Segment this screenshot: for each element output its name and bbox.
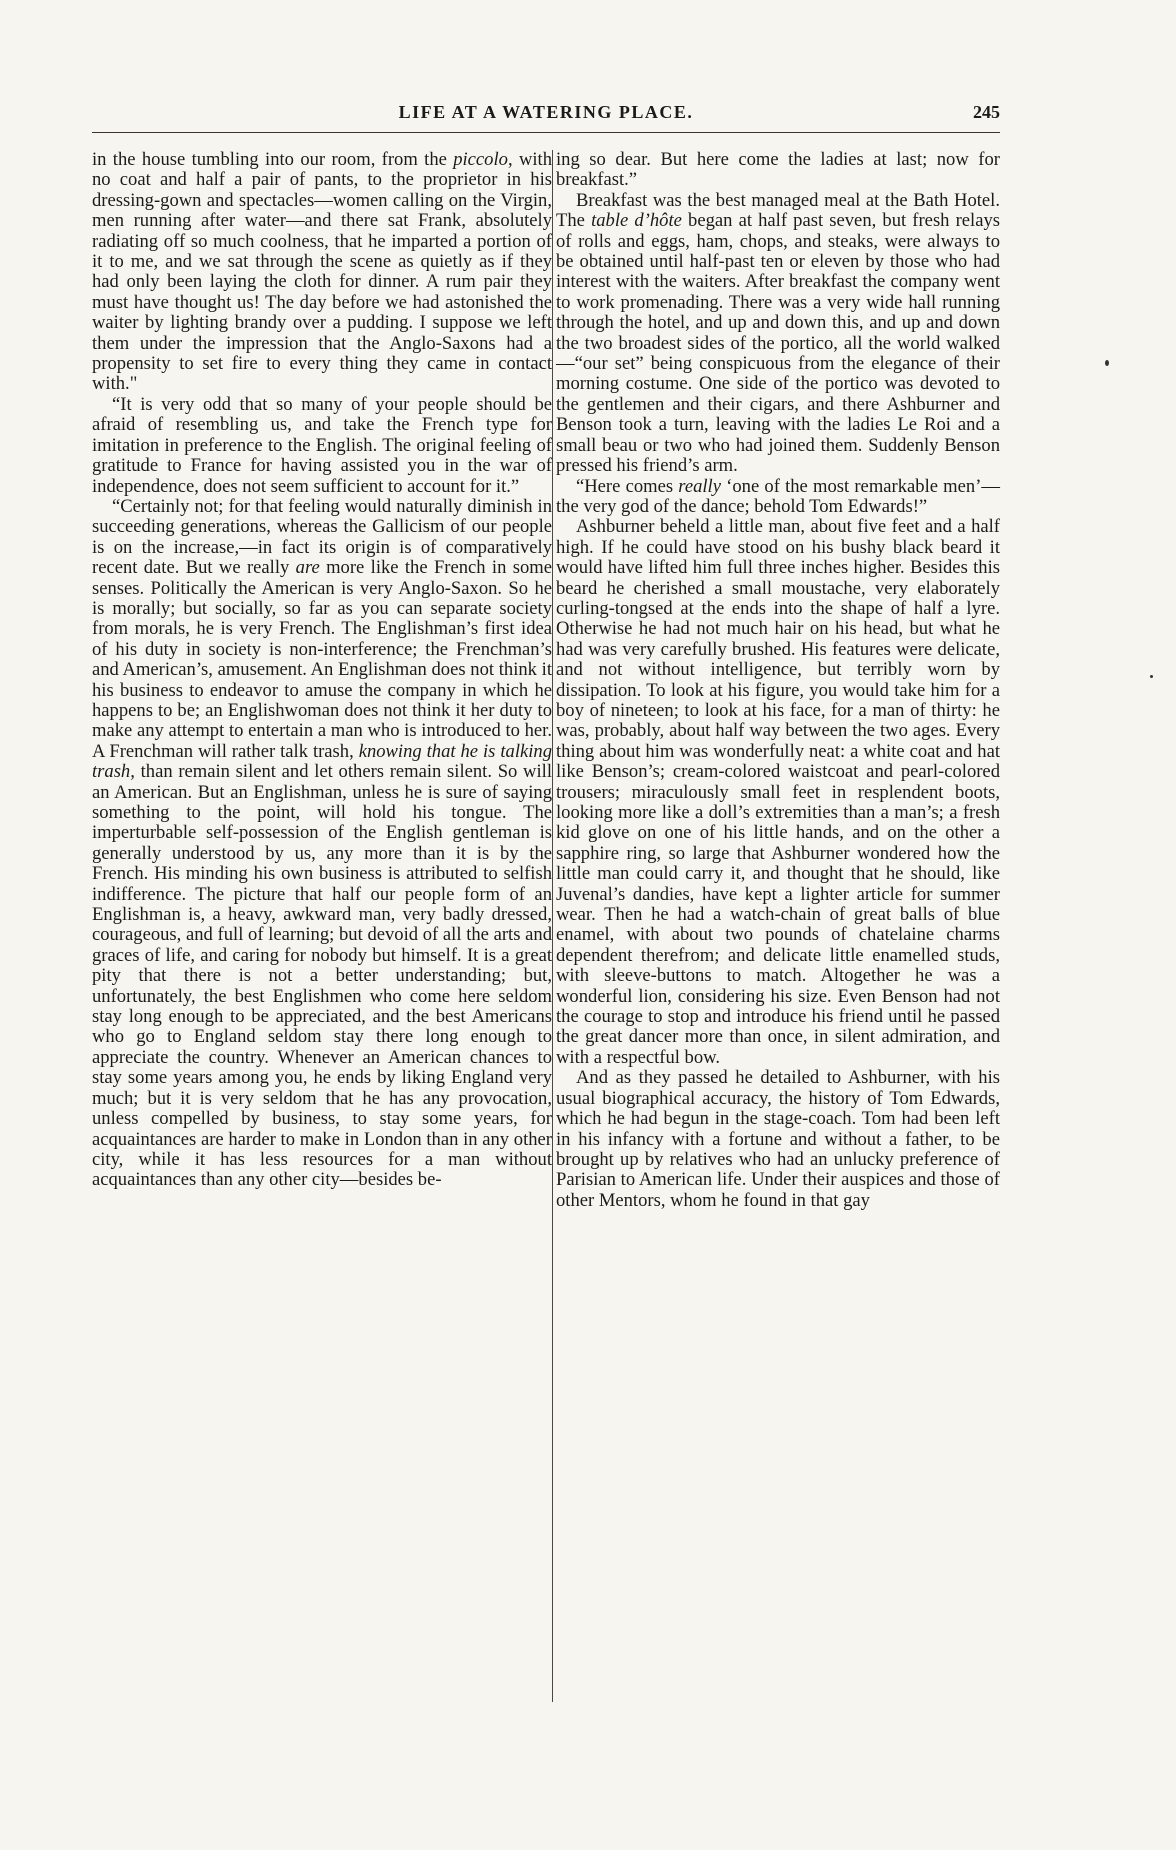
left-column <box>92 150 552 1191</box>
italic-text: are <box>295 557 320 579</box>
paragraph: “Here comes really ‘one of the most remarkable men’—the very god of the dance; behold Tom Edwards!” <box>556 475 1000 517</box>
italic-text: piccolo <box>453 149 508 170</box>
ink-speck <box>1150 675 1153 678</box>
right-column <box>556 150 1000 1211</box>
paragraph: Breakfast was the best managed meal at the Bath Hotel. The table d’hôte began at half past seven, but fresh relays of rolls and eggs, ham, chops, and steaks, were always to be obtained until half-past ten or eleven by those who had interest with the waiters. After breakfast the company went to work promenading. There was a very wide hall running through the hotel, and up and down this, and up and down the two broadest sides of the portico, all the world walked—“our set” being conspicuous from the elegance of their morning costume. One side of the portico was devoted to the gentlemen and their cigars, and there Ashburner and Benson took a turn, leaving with the ladies Le Roi and a small beau or two who had joined them. Suddenly Benson pressed his friend’s arm. <box>556 189 1001 477</box>
paragraph: “It is very odd that so many of your people should be afraid of resembling us, and take the French type for imitation in preference to the English. The original feeling of gratitude to France for having assisted you in the war of independence, does not seem sufficient to account for it.” <box>92 393 552 497</box>
italic-text: knowing that he is talking trash, <box>92 740 553 783</box>
italic-text: table d’hôte <box>591 210 682 232</box>
running-title: LIFE AT A WATERING PLACE. <box>398 102 694 122</box>
italic-text: really <box>678 475 721 497</box>
paragraph: And as they passed he detailed to Ashburner, with his usual biographical accuracy, the history of Tom Edwards, which he had begun in the stage-coach. Tom had been left in his infancy with a fortune and without a father, to be brought up by relatives who had an unlucky preference of Parisian to American life. Under their auspices and those of other Mentors, whom he found in that gay <box>556 1067 1000 1211</box>
column-divider <box>552 150 553 1702</box>
page-number: 245 <box>973 102 1000 122</box>
page-header <box>92 102 1000 133</box>
paragraph: ing so dear. But here come the ladies at last; now for breakfast.” <box>556 149 1000 191</box>
paragraph: in the house tumbling into our room, from the piccolo, with no coat and half a pair of pants, to the proprietor in his dressing-gown and spectacles—women calling on the Virgin, men running after water—and there sat Frank, absolutely radiating off so much coolness, that he imparted a portion of it to me, and we sat through the scene as quietly as if they had only been laying the cloth for dinner. A rum pair they must have thought us! The day before we had astonished the waiter by lighting brandy over a pudding. I suppose we left them under the impression that the Anglo-Saxons had a propensity to set fire to every thing they came in contact with." <box>92 149 552 395</box>
ink-speck <box>1105 360 1109 366</box>
paragraph: “Certainly not; for that feeling would naturally diminish in succeeding generations, whereas the Gallicism of our people is on the increase,—in fact its origin is of comparatively recent date. But we really are more like the French in some senses. Politically the American is very Anglo-Saxon. So he is morally; but socially, so far as you can separate society from morals, he is very French. The Englishman’s first idea of his duty in society is non-interference; the Frenchman’s and American’s, amusement. An Englishman does not think it his business to endeavor to amuse the company in which he happens to be; an Englishwoman does not think it her duty to make any attempt to entertain a man who is introduced to her. A Frenchman will rather talk trash, knowing that he is talking trash, than remain silent and let others remain silent. So will an American. But an Englishman, unless he is sure of saying something to the point, will hold his tongue. The imperturbable self-possession of the English gentleman is generally understood by us, any more than it is by the French. His minding his own business is attributed to selfish indifference. The picture that half our people form of an Englishman is, a heavy, awkward man, very badly dressed, courageous, and full of learning; but devoid of all the arts and graces of life, and caring for nobody but himself. It is a great pity that there is not a better understanding; but, unfortunately, the best Englishmen who come here seldom stay long enough to be appreciated, and the best Americans who go to England seldom stay there long enough to appreciate the country. Whenever an American chances to stay some years among you, he ends by liking England very much; but it is very seldom that he has any provocation, unless compelled by business, to stay some years, for acquaintances are harder to make in London than in any other city, while it has less resources for a man without acquaintances than any other city—besides be- <box>92 495 553 1191</box>
paragraph: Ashburner beheld a little man, about five feet and a half high. If he could have stood on his bushy black beard it would have lifted him full three inches higher. Besides this beard he cherished a small moustache, very elaborately curling-tongsed at the ends into the shape of half a lyre. Otherwise he had not much hair on his head, but what he had was very carefully brushed. His features were delicate, and not without intelligence, but terribly worn by dissipation. To look at his figure, you would take him for a boy of nineteen; to look at his face, for a man of thirty: he was, probably, about half way between the two ages. Every thing about him was wonderfully neat: a white coat and hat like Benson’s; cream-colored waistcoat and pearl-colored trousers; miraculously small feet in resplendent boots, looking more like a doll’s extremities than a man’s; a fresh kid glove on one of his little hands, and on the other a sapphire ring, so large that Ashburner wondered how the little man could carry it, and thought that he should, like Juvenal’s dandies, have kept a lighter article for summer wear. Then he had a watch-chain of great balls of blue enamel, with about two pounds of chatelaine charms dependent therefrom; and delicate little enamelled studs, with sleeve-buttons to match. Altogether he was a wonderful lion, considering his size. Even Benson had not the courage to stop and introduce his friend until he passed the great dancer more than once, in silent admiration, and with a respectful bow. <box>556 516 1000 1068</box>
